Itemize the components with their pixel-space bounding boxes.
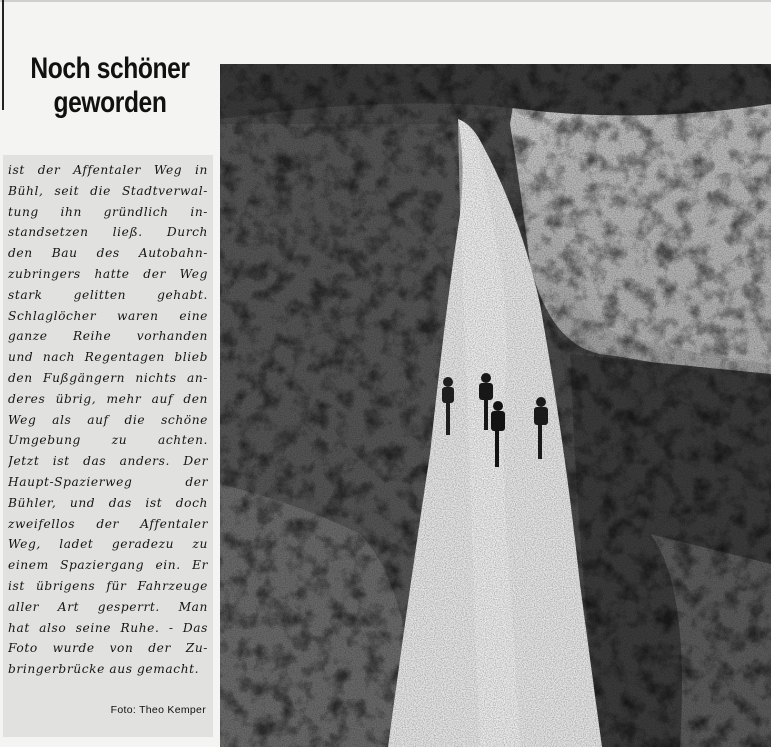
headline-line-1: Noch schöner: [30, 52, 190, 85]
body-line: Umgebung zu achten.: [8, 433, 208, 448]
body-line: Weg als auf die schöne: [8, 412, 208, 427]
headline-line-2: geworden: [53, 86, 167, 119]
body-line: ist der Affentaler Weg in: [8, 163, 208, 177]
body-line: bringerbrücke aus gemacht.: [8, 662, 200, 677]
news-photo: [220, 64, 771, 747]
body-line: einem Spaziergang ein. Er: [8, 558, 208, 573]
body-line: zubringers hatte der Weg: [8, 266, 208, 281]
headline: [28, 52, 192, 120]
body-line: und nach Regentagen blieb: [8, 350, 208, 365]
top-border: [0, 0, 771, 2]
body-line: standsetzen ließ. Durch: [8, 225, 208, 240]
body-line: ganze Reihe vorhanden: [8, 329, 208, 344]
body-line: ist übrigens für Fahrzeuge: [8, 578, 208, 593]
body-line: aller Art gesperrt. Man: [8, 599, 208, 614]
body-line: den Bau des Autobahn-: [8, 246, 208, 261]
body-line: tung ihn gründlich in-: [8, 204, 208, 219]
body-line: hat also seine Ruhe. - Das: [8, 620, 208, 635]
body-line: zweifellos der Affentaler: [8, 516, 208, 531]
body-line: Haupt-Spazierweg der: [8, 474, 208, 489]
body-line: Jetzt ist das anders. Der: [8, 454, 208, 469]
photo-illustration: [220, 64, 771, 747]
body-line: Foto wurde von der Zu-: [8, 641, 208, 656]
article-body: [8, 160, 208, 680]
body-line: stark gelitten gehabt.: [8, 287, 208, 302]
body-line: Bühler, und das ist doch: [8, 495, 208, 510]
body-line: Weg, ladet geradezu zu: [8, 537, 208, 552]
body-line: deres übrig, mehr auf den: [8, 391, 208, 406]
photo-credit: Foto: Theo Kemper: [110, 704, 206, 716]
column-rule: [2, 0, 4, 110]
body-line: Bühl, seit die Stadtverwal-: [8, 183, 208, 198]
body-line: den Fußgängern nichts an-: [8, 370, 208, 385]
body-line: Schlaglöcher waren eine: [8, 308, 208, 323]
